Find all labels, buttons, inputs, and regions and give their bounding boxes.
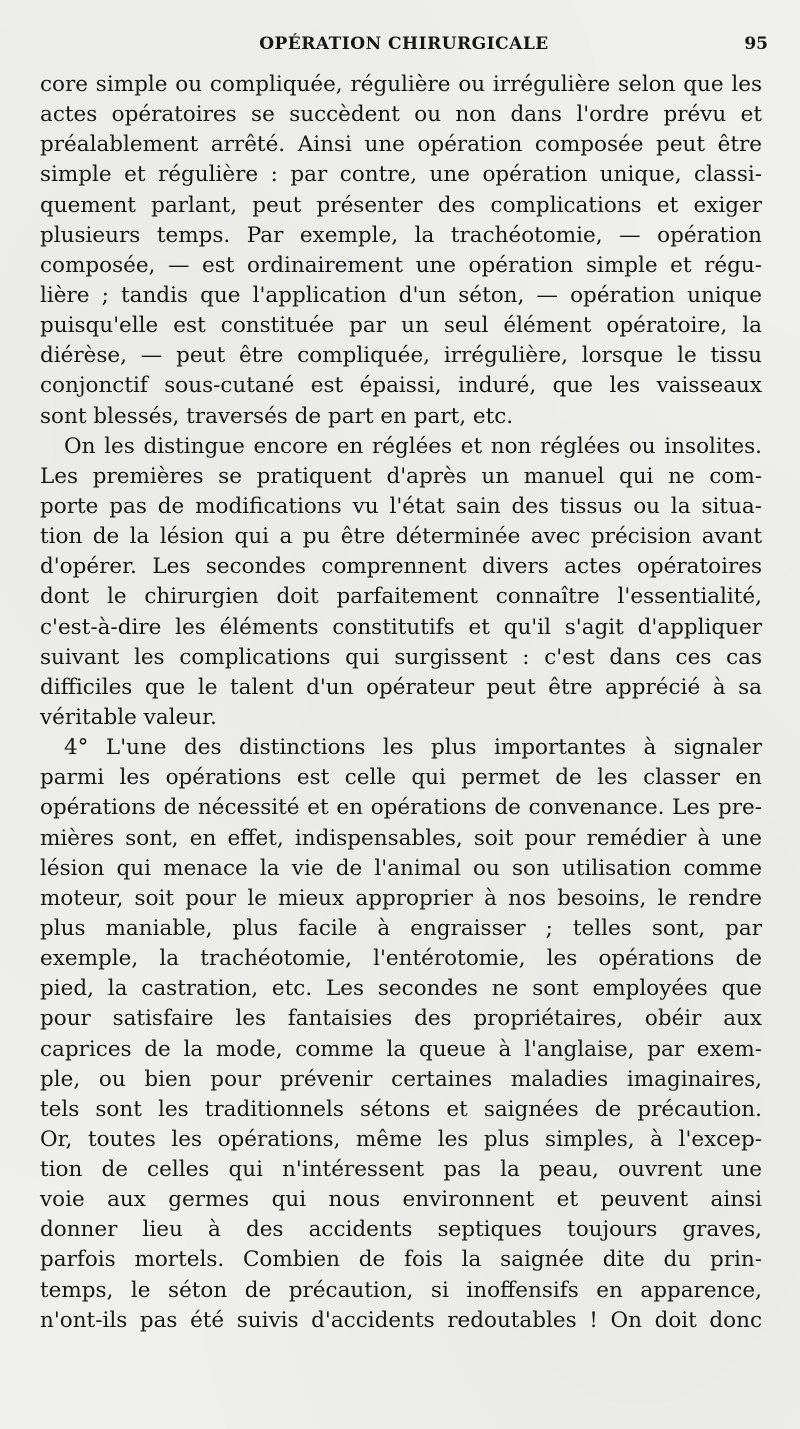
text-line: opérations de nécessité et en opérations de convenance. Les pre- (40, 795, 762, 821)
text-line: tels sont les traditionnels sétons et saignées de précaution. (40, 1096, 762, 1122)
running-head (40, 34, 768, 60)
text-line: core simple ou compliquée, régulière ou irrégulière selon que les (40, 72, 762, 97)
text-line: actes opératoires se succèdent ou non dans l'ordre prévu et (40, 102, 762, 128)
text-line: 4° L'une des distinctions les plus importantes à signaler (64, 735, 762, 761)
text-line: exemple, la trachéotomie, l'entérotomie, les opérations de (40, 946, 762, 972)
text-line: caprices de la mode, comme la queue à l'anglaise, par exem- (40, 1036, 762, 1062)
text-line: parmi les opérations est celle qui permet de les classer en (40, 765, 762, 791)
text-line: tion de celles qui n'intéressent pas la peau, ouvrent une (40, 1157, 762, 1183)
text-line: donner lieu à des accidents septiques toujours graves, (40, 1217, 762, 1243)
text-line: composée, — est ordinairement une opération simple et régu- (40, 252, 762, 278)
text-line: quement parlant, peut présenter des complications et exiger (40, 192, 762, 218)
text-line: dont le chirurgien doit parfaitement connaître l'essentialité, (40, 584, 762, 610)
text-line: n'ont-ils pas été suivis d'accidents redoutables ! On doit donc (40, 1307, 762, 1333)
text-line: porte pas de modifications vu l'état sain des tissus ou la situa- (40, 493, 762, 519)
page-number: 95 (744, 34, 768, 54)
text-line: plusieurs temps. Par exemple, la trachéotomie, — opération (40, 222, 762, 248)
text-line: difficiles que le talent d'un opérateur peut être apprécié à sa (40, 674, 762, 700)
text-line: lière ; tandis que l'application d'un séton, — opération unique (40, 282, 762, 308)
body-text (40, 70, 762, 1336)
text-line: voie aux germes qui nous environnent et peuvent ainsi (40, 1187, 762, 1213)
text-line: moteur, soit pour le mieux approprier à nos besoins, le rendre (40, 885, 762, 911)
text-line: tion de la lésion qui a pu être déterminée avec précision avant (40, 524, 762, 550)
text-line: pour satisfaire les fantaisies des propriétaires, obéir aux (40, 1006, 762, 1032)
text-line: parfois mortels. Combien de fois la saignée dite du prin- (40, 1247, 762, 1273)
text-line: suivant les complications qui surgissent : c'est dans ces cas (40, 644, 762, 670)
text-line: conjonctif sous-cutané est épaissi, induré, que les vaisseaux (40, 373, 762, 399)
text-line: sont blessés, traversés de part en part, etc. (40, 403, 514, 429)
text-line: puisqu'elle est constituée par un seul élément opératoire, la (40, 313, 762, 339)
text-line: simple et régulière : par contre, une opération unique, classi- (40, 162, 762, 188)
text-line: plus maniable, plus facile à engraisser ; telles sont, par (40, 915, 762, 941)
text-line: On les distingue encore en réglées et non réglées ou insolites. (64, 433, 762, 459)
text-line: préalablement arrêté. Ainsi une opération composée peut être (40, 132, 762, 158)
text-line: lésion qui menace la vie de l'animal ou son utilisation comme (40, 855, 762, 881)
text-line: Les premières se pratiquent d'après un manuel qui ne com- (40, 463, 762, 489)
text-line: diérèse, — peut être compliquée, irrégulière, lorsque le tissu (40, 343, 762, 369)
text-line: temps, le séton de précaution, si inoffensifs en apparence, (40, 1277, 762, 1303)
text-line: ple, ou bien pour prévenir certaines maladies imaginaires, (40, 1066, 762, 1092)
text-line: véritable valeur. (40, 704, 217, 730)
text-line: pied, la castration, etc. Les secondes ne sont employées que (40, 976, 762, 1002)
text-line: d'opérer. Les secondes comprennent divers actes opératoires (40, 554, 762, 580)
text-line: Or, toutes les opérations, même les plus simples, à l'excep- (40, 1126, 762, 1152)
text-line: mières sont, en effet, indispensables, soit pour remédier à une (40, 825, 762, 851)
running-title: OPÉRATION CHIRURGICALE (259, 34, 549, 54)
text-line: c'est-à-dire les éléments constitutifs et qu'il s'agit d'appliquer (40, 614, 762, 640)
